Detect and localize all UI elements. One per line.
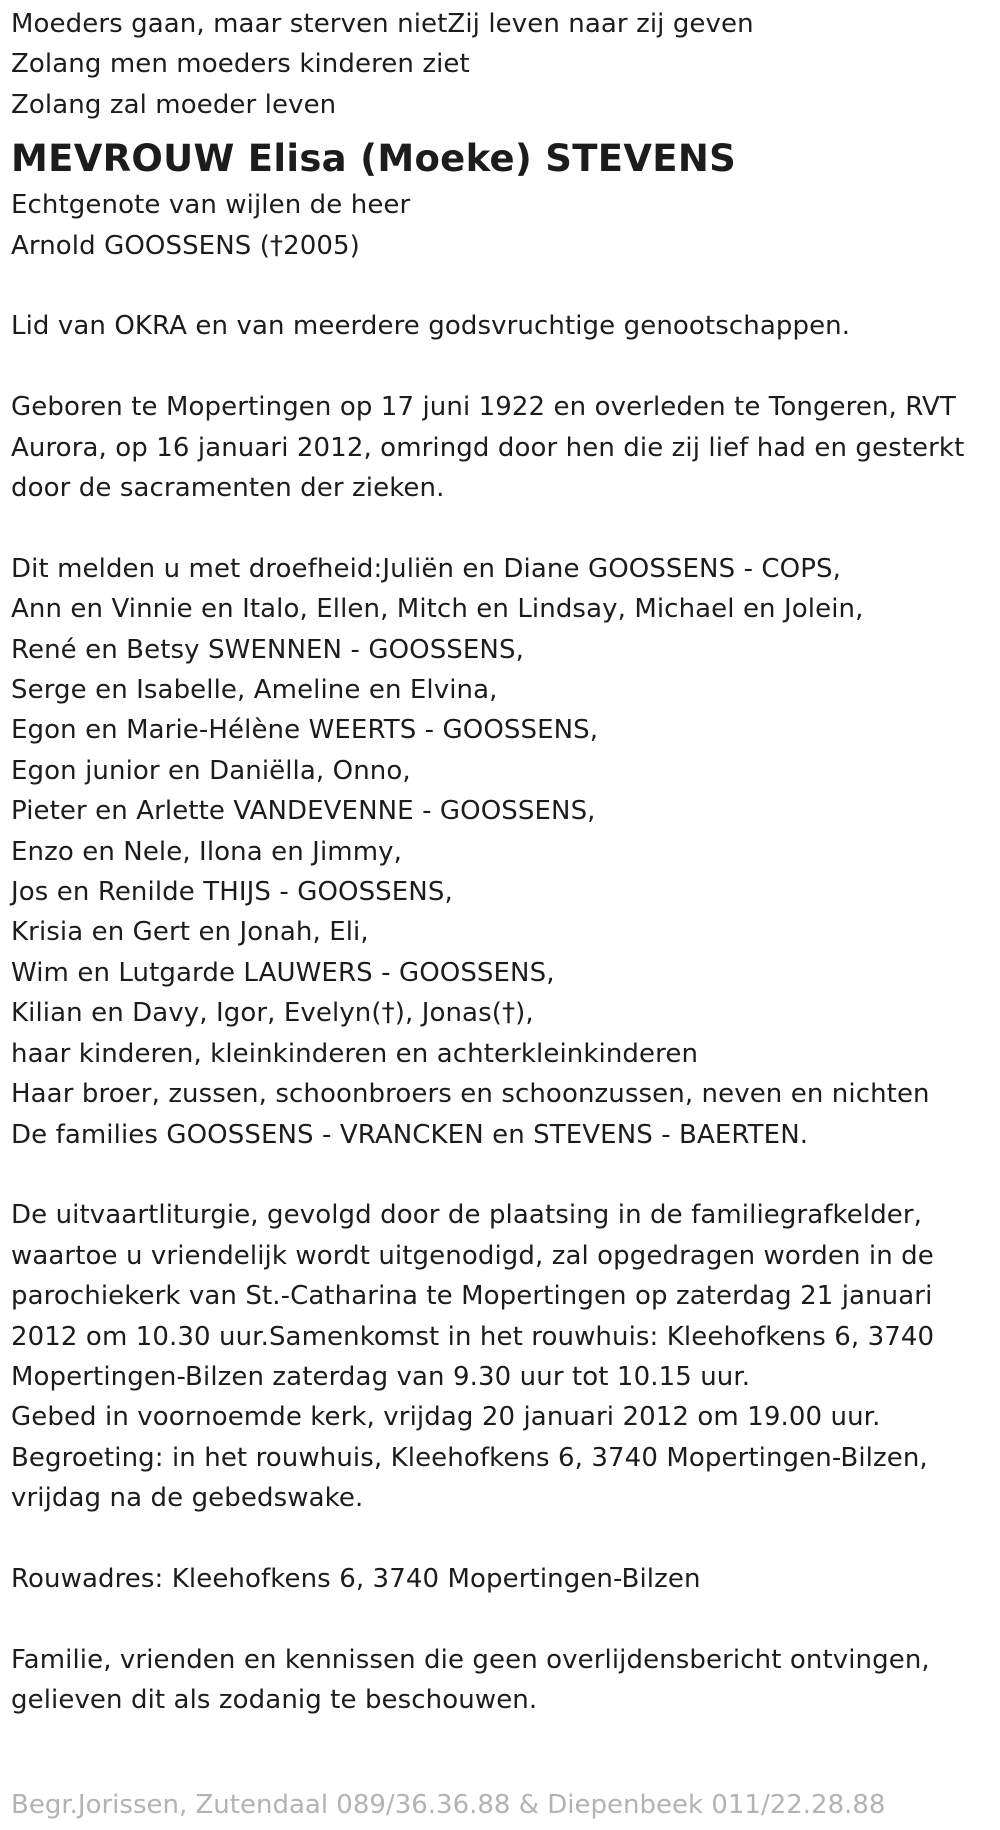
birth-death-paragraph [11, 387, 1000, 508]
family-line: René en Betsy SWENNEN - GOOSSENS, [11, 634, 524, 665]
funeral-line: parochiekerk van St.-Catharina te Mopertingen op zaterdag 21 januari [11, 1281, 933, 1312]
family-line: Jos en Renilde THIJS - GOOSSENS, [11, 877, 453, 908]
birth-death-line: Geboren te Mopertingen op 17 juni 1922 en overleden te Tongeren, RVT [11, 392, 956, 423]
funeral-line: Gebed in voornoemde kerk, vrijdag 20 januari 2012 om 19.00 uur. [11, 1402, 881, 1433]
family-line: Egon en Marie-Hélène WEERTS - GOOSSENS, [11, 715, 599, 746]
funeral-paragraph [11, 1195, 1000, 1518]
birth-death-line: door de sacramenten der zieken. [11, 473, 445, 504]
funeral-line: waartoe u vriendelijk wordt uitgenodigd, zal opgedragen worden in de [11, 1240, 934, 1271]
spacer [11, 1599, 1000, 1639]
mourning-address: Rouwadres: Kleehofkens 6, 3740 Mopertingen-Bilzen [11, 1563, 701, 1594]
funeral-line: De uitvaartliturgie, gevolgd door de plaatsing in de familiegrafkelder, [11, 1200, 923, 1231]
funeral-line: Begroeting: in het rouwhuis, Kleehofkens 6, 3740 Mopertingen-Bilzen, [11, 1442, 928, 1473]
family-line: De families GOOSSENS - VRANCKEN en STEVENS - BAERTEN. [11, 1119, 809, 1150]
spacer [11, 1155, 1000, 1195]
family-line: Serge en Isabelle, Ameline en Elvina, [11, 675, 498, 706]
poem-line: Zolang zal moeder leven [11, 89, 337, 120]
closing-line: gelieven dit als zodanig te beschouwen. [11, 1685, 538, 1716]
poem [11, 4, 1000, 125]
funeral-line: 2012 om 10.30 uur.Samenkomst in het rouwhuis: Kleehofkens 6, 3740 [11, 1321, 935, 1352]
funeral-line: Mopertingen-Bilzen zaterdag van 9.30 uur tot 10.15 uur. [11, 1361, 751, 1392]
birth-death-line: Aurora, op 16 januari 2012, omringd door hen die zij lief had en gesterkt [11, 432, 965, 463]
spouse-info [11, 185, 1000, 266]
family-line: Kilian en Davy, Igor, Evelyn(†), Jonas(†), [11, 998, 534, 1029]
family-line: Pieter en Arlette VANDEVENNE - GOOSSENS, [11, 796, 596, 827]
funeral-line: vrijdag na de gebedswake. [11, 1483, 364, 1514]
spacer [11, 508, 1000, 548]
family-list [11, 549, 1000, 1155]
family-line: Wim en Lutgarde LAUWERS - GOOSSENS, [11, 957, 555, 988]
family-line: Ann en Vinnie en Italo, Ellen, Mitch en Lindsay, Michael en Jolein, [11, 594, 864, 625]
family-line: Dit melden u met droefheid:Juliën en Diane GOOSSENS - COPS, [11, 553, 841, 584]
closing-line: Familie, vrienden en kennissen die geen overlijdensbericht ontvingen, [11, 1644, 930, 1675]
spacer [11, 266, 1000, 306]
family-line: Krisia en Gert en Jonah, Eli, [11, 917, 369, 948]
undertaker-footer: Begr.Jorissen, Zutendaal 089/36.36.88 & Diepenbeek 011/22.28.88 [11, 1790, 886, 1820]
family-line: haar kinderen, kleinkinderen en achterkleinkinderen [11, 1038, 699, 1069]
family-line: Egon junior en Daniëlla, Onno, [11, 755, 411, 786]
closing-paragraph [11, 1640, 1000, 1721]
deceased-name: MEVROUW Elisa (Moeke) STEVENS [11, 137, 737, 181]
family-line: Haar broer, zussen, schoonbroers en schoonzussen, neven en nichten [11, 1079, 930, 1110]
spouse-line: Arnold GOOSSENS (†2005) [11, 230, 360, 261]
family-line: Enzo en Nele, Ilona en Jimmy, [11, 836, 402, 867]
spacer [11, 1519, 1000, 1559]
poem-line: Zolang men moeders kinderen ziet [11, 49, 470, 80]
spacer [11, 347, 1000, 387]
membership-text: Lid van OKRA en van meerdere godsvruchtige genootschappen. [11, 311, 851, 342]
spouse-line: Echtgenote van wijlen de heer [11, 190, 411, 221]
poem-line: Moeders gaan, maar sterven nietZij leven naar zij geven [11, 9, 754, 39]
